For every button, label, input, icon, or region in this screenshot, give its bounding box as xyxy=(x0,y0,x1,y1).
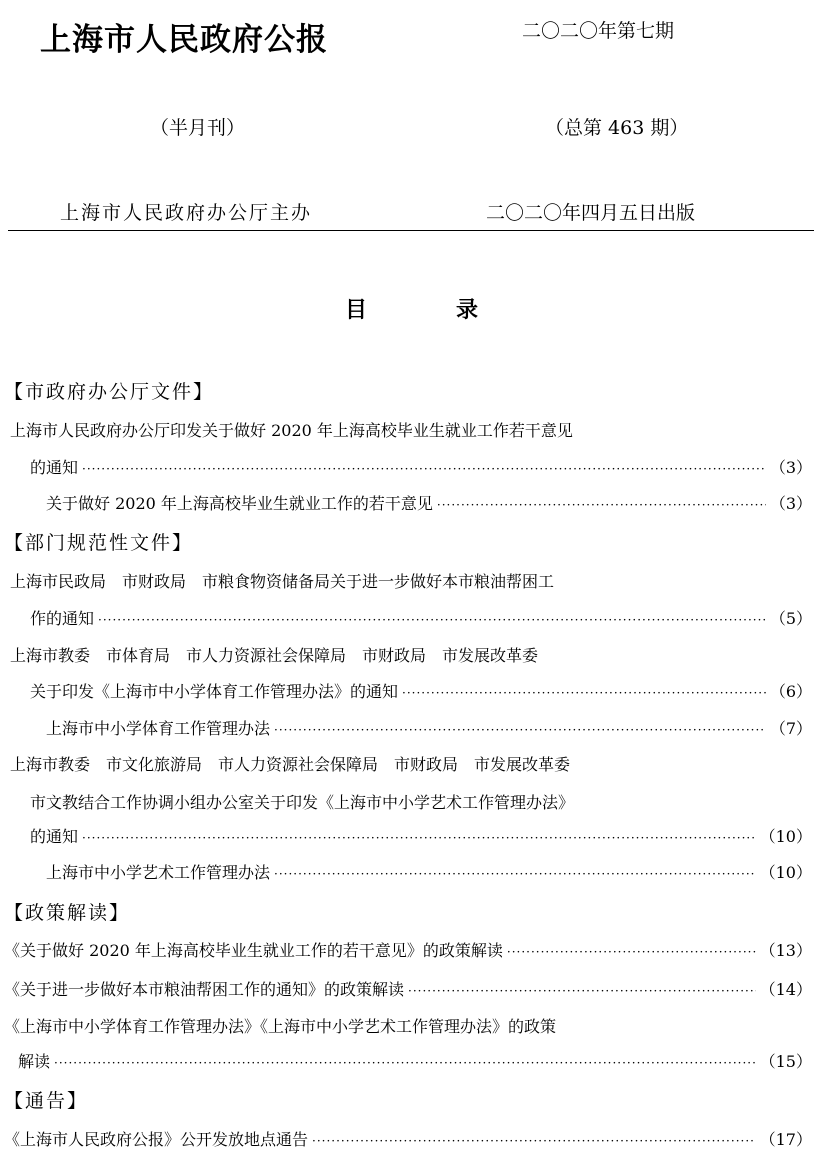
toc-entry-text: 上海市中小学体育工作管理办法 xyxy=(46,719,271,738)
toc-entry[interactable] xyxy=(4,938,812,960)
leader-dots xyxy=(402,686,766,700)
section-heading: 【部门规范性文件】 xyxy=(4,532,194,554)
toc-title-2: 录 xyxy=(456,298,479,323)
page-number: （17） xyxy=(759,1130,812,1149)
section-heading: 【通告】 xyxy=(4,1090,89,1112)
total-issue: （总第 463 期） xyxy=(545,117,689,139)
toc-entry[interactable] xyxy=(46,716,812,738)
toc-entry-text: 上海市中小学艺术工作管理办法 xyxy=(46,863,271,882)
issue-number: 二〇二〇年第七期 xyxy=(522,20,675,42)
leader-dots xyxy=(82,831,756,845)
toc-entry[interactable] xyxy=(30,679,812,701)
toc-entry-text: 关于印发《上海市中小学体育工作管理办法》的通知 xyxy=(30,682,399,701)
page-number: （6） xyxy=(769,682,812,701)
leader-dots xyxy=(437,498,766,512)
toc-entry-text[interactable]: 上海市人民政府办公厅印发关于做好 2020 年上海高校毕业生就业工作若干意见 xyxy=(10,421,573,440)
toc-entry-text[interactable]: 上海市教委 市文化旅游局 市人力资源社会保障局 市财政局 市发展改革委 xyxy=(10,755,571,774)
publish-date: 二〇二〇年四月五日出版 xyxy=(486,202,696,224)
page-number: （5） xyxy=(769,609,812,628)
toc-entry[interactable] xyxy=(30,455,812,477)
toc-entry-text[interactable]: 《上海市中小学体育工作管理办法》《上海市中小学艺术工作管理办法》的政策 xyxy=(4,1017,557,1036)
toc-entry-text[interactable]: 上海市民政局 市财政局 市粮食物资储备局关于进一步做好本市粮油帮困工 xyxy=(10,572,555,591)
toc-entry-text: 《关于进一步做好本市粮油帮困工作的通知》的政策解读 xyxy=(4,980,405,999)
toc-entry[interactable] xyxy=(4,977,812,999)
leader-dots xyxy=(82,462,766,476)
leader-dots xyxy=(507,945,756,959)
toc-entry[interactable] xyxy=(18,1049,812,1071)
toc-entry-text[interactable]: 市文教结合工作协调小组办公室关于印发《上海市中小学艺术工作管理办法》 xyxy=(30,793,575,812)
page-number: （13） xyxy=(759,941,812,960)
toc-entry-text: 解读 xyxy=(18,1052,51,1071)
toc-entry-text: 的通知 xyxy=(30,458,79,477)
masthead-title: 上海市人民政府公报 xyxy=(40,22,328,58)
leader-dots xyxy=(408,984,756,998)
page-number: （10） xyxy=(759,827,812,846)
toc-entry-text: 《上海市人民政府公报》公开发放地点通告 xyxy=(4,1130,309,1149)
toc-entry-text: 关于做好 2020 年上海高校毕业生就业工作的若干意见 xyxy=(46,494,433,513)
header-divider xyxy=(8,230,814,231)
leader-dots xyxy=(98,613,766,627)
leader-dots xyxy=(54,1056,756,1070)
sponsor: 上海市人民政府办公厅主办 xyxy=(60,202,313,224)
toc-entry[interactable] xyxy=(30,606,812,628)
leader-dots xyxy=(274,723,766,737)
toc-entry[interactable] xyxy=(30,824,812,846)
leader-dots xyxy=(274,867,756,881)
toc-entry[interactable] xyxy=(4,1127,812,1149)
toc-title-1: 目 xyxy=(345,298,368,323)
section-heading: 【市政府办公厅文件】 xyxy=(4,381,215,403)
page-number: （3） xyxy=(769,458,812,477)
frequency: （半月刊） xyxy=(150,117,246,139)
toc-entry-text[interactable]: 上海市教委 市体育局 市人力资源社会保障局 市财政局 市发展改革委 xyxy=(10,646,539,665)
section-heading: 【政策解读】 xyxy=(4,902,131,924)
page-number: （3） xyxy=(769,494,812,513)
leader-dots xyxy=(312,1134,756,1148)
toc-entry[interactable] xyxy=(46,860,812,882)
toc-entry-text: 的通知 xyxy=(30,827,79,846)
toc-entry[interactable] xyxy=(46,491,812,513)
page-number: （10） xyxy=(759,863,812,882)
page-number: （15） xyxy=(759,1052,812,1071)
toc-entry-text: 作的通知 xyxy=(30,609,95,628)
page-number: （7） xyxy=(769,719,812,738)
page-number: （14） xyxy=(759,980,812,999)
toc-entry-text: 《关于做好 2020 年上海高校毕业生就业工作的若干意见》的政策解读 xyxy=(4,941,503,960)
